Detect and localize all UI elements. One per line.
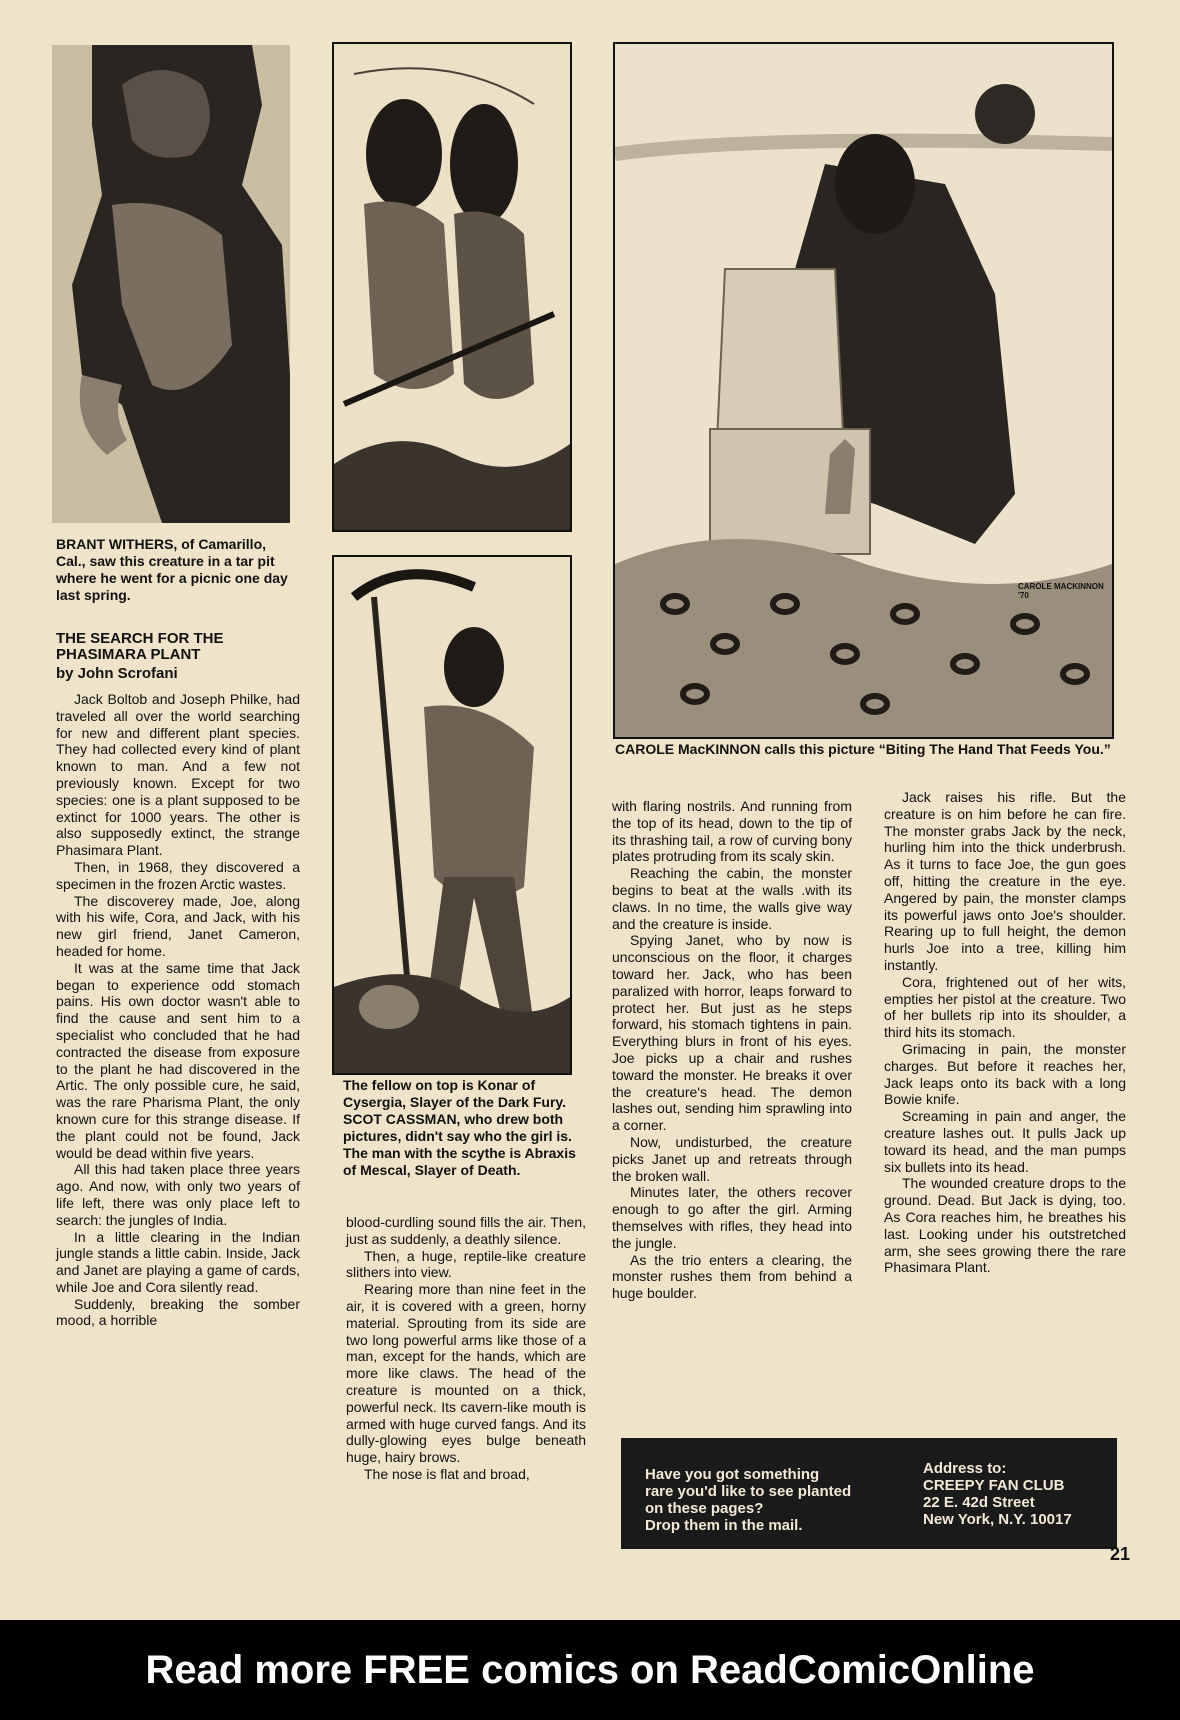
- ad-line: 22 E. 42d Street: [923, 1494, 1035, 1511]
- ad-line: rare you'd like to see planted: [645, 1483, 852, 1500]
- illustration-tar-pit-creature: [52, 45, 290, 523]
- illustration-biting-the-hand: [613, 42, 1114, 739]
- ad-line: on these pages?: [645, 1500, 764, 1517]
- paragraph: Spying Janet, who by now is unconscious on the floor, it charges toward her. Jack, who has been paralized with horror, leaps forward to protect her. But just as he steps forward, his stomach tightens in pain. Everything blurs in front of his eyes. Joe picks up a chair and rushes toward the monster. He breaks it over the creature's head. The demon lashes out, sending him sprawling into a corner.: [612, 932, 852, 1134]
- page-number: 21: [1110, 1544, 1131, 1564]
- paragraph: Reaching the cabin, the monster begins to beat at the walls .with its claws. In no time, the walls give way and the creature is inside.: [612, 865, 852, 932]
- ad-line: CREEPY FAN CLUB: [923, 1477, 1065, 1494]
- paragraph: Now, undisturbed, the creature picks Janet up and retreats through the broken wall.: [612, 1133, 852, 1184]
- ad-line: Address to:: [923, 1460, 1007, 1477]
- ad-line: New York, N.Y. 10017: [923, 1511, 1072, 1528]
- paragraph: All this had taken place three years ago. And now, with only two years of life left, there was only place left to search: the jungles of India.: [56, 1161, 300, 1228]
- story-column-4: [884, 789, 1126, 1276]
- paragraph: As the trio enters a clearing, the monster rushes them from behind a huge boulder.: [612, 1251, 852, 1302]
- story-column-3: [612, 798, 852, 1302]
- paragraph: Cora, frightened out of her wits, empties her pistol at the creature. Two of her bullets rip into its shoulder, a third hits its stomach.: [884, 973, 1126, 1041]
- paragraph: Jack raises his rifle. But the creature is on him before he can fire. The monster grabs Jack by the neck, hurling him into the thick underbrush. As it turns to face Joe, the gun goes off, hitting the creature in the eye. Angered by pain, the monster clamps its powerful jaws onto Joe's shoulder. Rearing up to full height, the demon hurls Joe into a tree, killing him instantly.: [884, 789, 1126, 973]
- ad-line: Have you got something: [645, 1466, 820, 1483]
- ad-address: [923, 1460, 1113, 1528]
- paragraph: Jack Boltob and Joseph Philke, had traveled all over the world searching for new and different plant species. They had collected every kind of plant known to man. And a few not previously known. Except for two species: one is a plant supposed to be extinct for 1000 years. The other is also supposedly extinct, the strange Phasimara Plant.: [56, 691, 300, 859]
- paragraph: In a little clearing in the Indian jungle stands a little cabin. Inside, Jack and Janet are playing a game of cards, while Joe and Cora silently read.: [56, 1228, 300, 1295]
- story-column-1: [56, 691, 300, 1329]
- paragraph: Minutes later, the others recover enough to go after the girl. Arming themselves with rifles, they head into the jungle.: [612, 1184, 852, 1251]
- paragraph: Rearing more than nine feet in the air, it is covered with a green, horny material. Sprouting from its side are two long powerful arms like those of a man, except for the hands, which are more like claws. The head of the creature is mounted on a thick, powerful neck. Its cavern-like mouth is armed with huge curved fangs. And its dully-glowing eyes bulge beneath huge, hairy brows.: [346, 1281, 586, 1466]
- story-byline: by John Scrofani: [56, 665, 178, 682]
- ad-prompt: [645, 1466, 891, 1534]
- paragraph: It was at the same time that Jack began to experience odd stomach pains. His own doctor wasn't able to find the cause and sent him to a specialist who concluded that he had contracted the disease from exposure to the plant he had discovered in the Artic. The only possible cure, he said, was the rare Pharisma Plant, the only known cure for this strange disease. If the plant could not be found, Jack would be dead within five years.: [56, 959, 300, 1161]
- paragraph: Then, in 1968, they discovered a specimen in the frozen Arctic wastes.: [56, 858, 300, 892]
- illustration-abraxis-with-scythe: [332, 555, 572, 1075]
- story-column-2: [346, 1214, 586, 1483]
- paragraph: The discoverey made, Joe, along with his wife, Cora, and Jack, with his new girl friend, Janet Cameron, headed for home.: [56, 892, 300, 959]
- caption-brant-withers: BRANT WITHERS, of Camarillo, Cal., saw this creature in a tar pit where he went for a picnic one day last spring.: [56, 536, 288, 603]
- story-title: THE SEARCH FOR THE PHASIMARA PLANT: [56, 630, 224, 663]
- paragraph: Grimacing in pain, the monster charges. But before it reaches her, Jack leaps onto its back with a long Bowie knife.: [884, 1040, 1126, 1108]
- paragraph: Then, a huge, reptile-like creature slithers into view.: [346, 1247, 586, 1281]
- ad-line: Drop them in the mail.: [645, 1517, 803, 1534]
- caption-carole-mackinnon: CAROLE MacKINNON calls this picture “Biting The Hand That Feeds You.”: [615, 741, 1111, 757]
- paragraph: Suddenly, breaking the somber mood, a horrible: [56, 1295, 300, 1329]
- paragraph: blood-curdling sound fills the air. Then, just as suddenly, a deathly silence.: [346, 1214, 586, 1247]
- fan-club-ad-box: [621, 1438, 1117, 1549]
- illustration-konar-and-girl: [332, 42, 572, 532]
- promo-banner[interactable]: Read more FREE comics on ReadComicOnline: [0, 1620, 1180, 1720]
- caption-konar: The fellow on top is Konar of Cysergia, Slayer of the Dark Fury. SCOT CASSMAN, who drew both pictures, didn't say who the girl is. The man with the scythe is Abraxis of Mescal, Slayer of Death.: [343, 1077, 576, 1178]
- paragraph: The wounded creature drops to the ground. Dead. But Jack is dying, too. As Cora reaches him, he breathes his last. Looking under his outstretched arm, she sees growing there the rare Phasimara Plant.: [884, 1175, 1126, 1276]
- paragraph: Screaming in pain and anger, the creature lashes out. It pulls Jack up toward its head, and the man pumps six bullets into its head.: [884, 1108, 1126, 1175]
- paragraph: with flaring nostrils. And running from the top of its head, down to the tip of its thrashing tail, a row of curving bony plates protruding from its scaly skin.: [612, 798, 852, 865]
- art-signature: CAROLE MACKINNON '70: [1018, 582, 1104, 600]
- paragraph: The nose is flat and broad,: [364, 1465, 530, 1482]
